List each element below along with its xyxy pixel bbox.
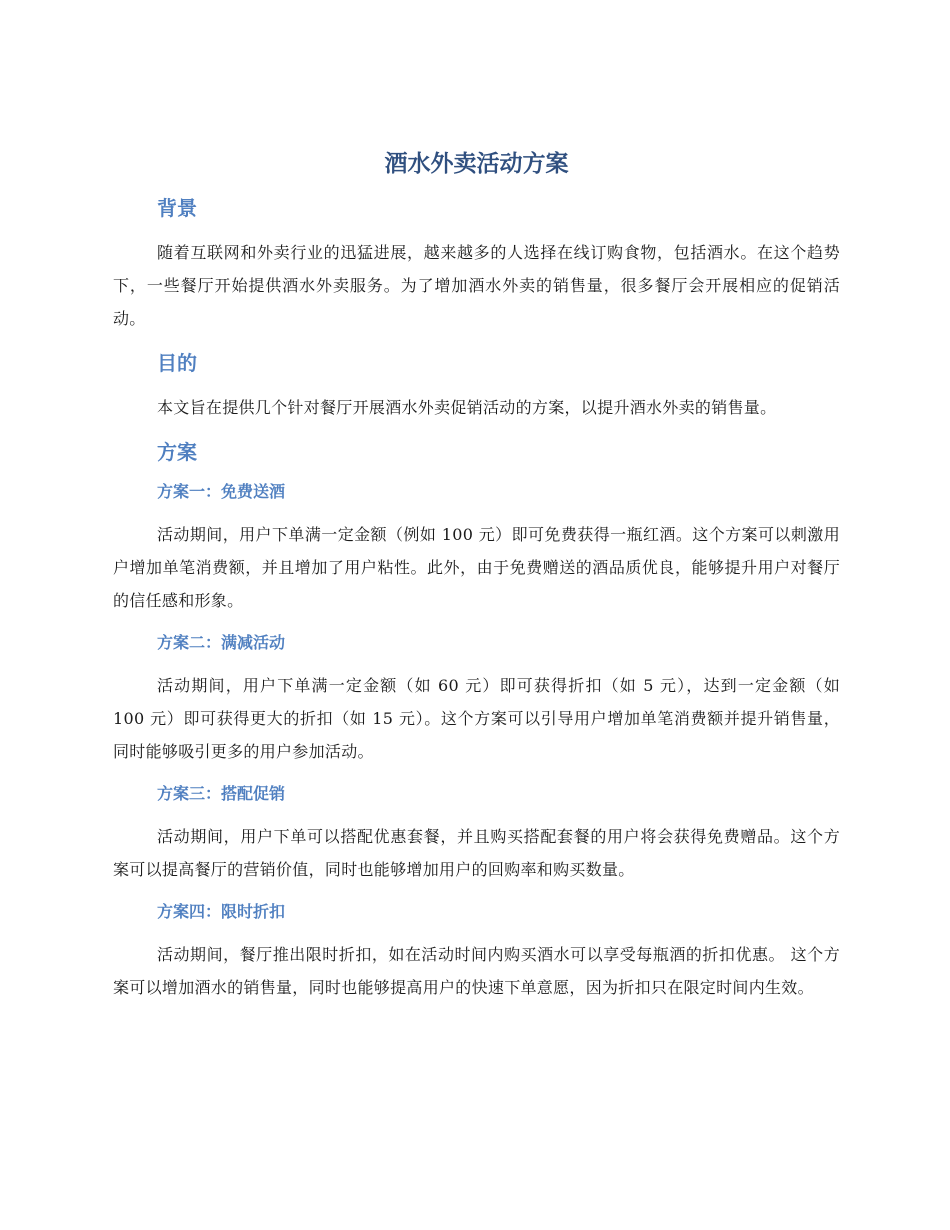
section-plans [113, 438, 840, 1004]
plan-item-4 [113, 900, 840, 1004]
document-title: 酒水外卖活动方案 [384, 151, 569, 177]
plan-item-3 [113, 782, 840, 886]
heading-plans: 方案 [157, 440, 197, 464]
plan-paragraph-4: 活动期间，餐厅推出限时折扣，如在活动时间内购买酒水可以享受每瓶酒的折扣优惠。 这个方案可以增加酒水的销售量，同时也能够提高用户的快速下单意愿，因为折扣只在限定时间内生效。 [113, 945, 840, 997]
plan-paragraph-2: 活动期间，用户下单满一定金额（如 60 元）即可获得折扣（如 5 元），达到一定金额（如 100 元）即可获得更大的折扣（如 15 元）。这个方案可以引导用户增加单笔消费额并提升销售量，同时能够吸引更多的用户参加活动。 [113, 676, 840, 761]
plan-heading-1: 方案一：免费送酒 [157, 482, 286, 501]
plan-paragraph-1: 活动期间，用户下单满一定金额（例如 100 元）即可免费获得一瓶红酒。这个方案可以刺激用户增加单笔消费额，并且增加了用户粘性。此外，由于免费赠送的酒品质优良，能够提升用户对餐厅的信任感和形象。 [113, 525, 840, 610]
section-background [113, 194, 840, 335]
paragraph-purpose: 本文旨在提供几个针对餐厅开展酒水外卖促销活动的方案，以提升酒水外卖的销售量。 [157, 398, 777, 417]
plan-item-1 [113, 480, 840, 617]
plan-heading-4: 方案四：限时折扣 [157, 902, 286, 921]
plan-heading-3: 方案三：搭配促销 [157, 784, 286, 803]
section-purpose [113, 349, 840, 424]
heading-purpose: 目的 [157, 351, 197, 375]
heading-background: 背景 [157, 196, 197, 220]
plan-paragraph-3: 活动期间，用户下单可以搭配优惠套餐，并且购买搭配套餐的用户将会获得免费赠品。这个方案可以提高餐厅的营销价值，同时也能够增加用户的回购率和购买数量。 [113, 827, 840, 879]
document-body [113, 148, 840, 1018]
paragraph-background: 随着互联网和外卖行业的迅猛进展，越来越多的人选择在线订购食物，包括酒水。在这个趋势下，一些餐厅开始提供酒水外卖服务。为了增加酒水外卖的销售量，很多餐厅会开展相应的促销活动。 [113, 243, 840, 328]
plan-heading-2: 方案二：满减活动 [157, 633, 286, 652]
plan-item-2 [113, 631, 840, 768]
